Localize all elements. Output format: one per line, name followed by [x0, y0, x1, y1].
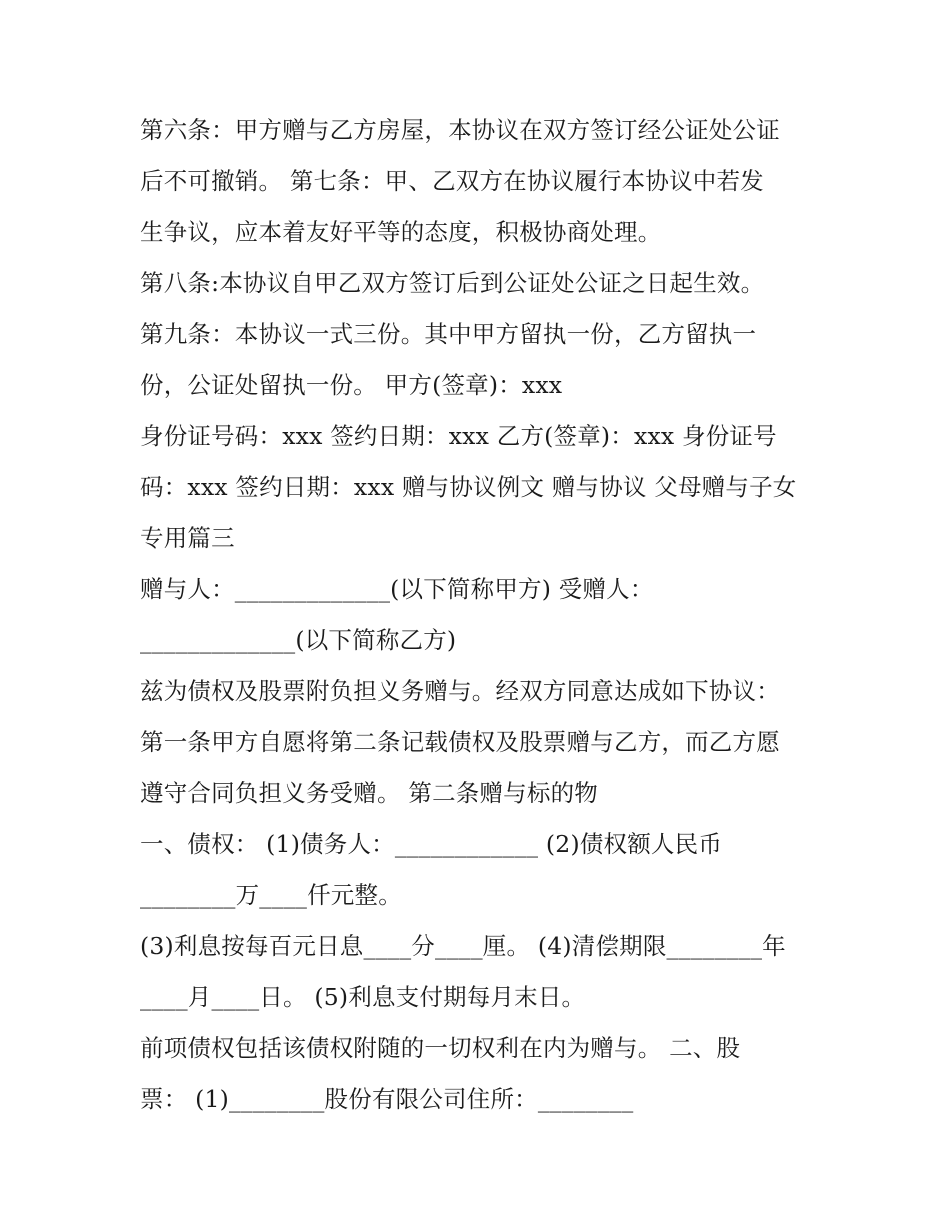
text-line: 份，公证处留执一份。 甲方(签章)：xxx [140, 371, 563, 399]
text-line: 一、债权： (1)债务人：____________ (2)债权额人民币 [140, 830, 723, 858]
text-line: ________万____仟元整。 [140, 881, 402, 909]
text-line: 身份证号码：xxx 签约日期：xxx 乙方(签章)：xxx 身份证号 [140, 422, 777, 450]
text-line: 赠与人：_____________(以下简称甲方) 受赠人： [140, 575, 654, 603]
text-line: 后不可撤销。 第七条：甲、乙双方在协议履行本协议中若发 [140, 167, 764, 195]
text-line: 第九条：本协议一式三份。其中甲方留执一份，乙方留执一 [140, 320, 757, 348]
text-line: 生争议，应本着友好平等的态度，积极协商处理。 [140, 218, 662, 246]
text-line: 码：xxx 签约日期：xxx 赠与协议例文 赠与协议 父母赠与子女 [140, 473, 797, 501]
text-line: 第八条:本协议自甲乙双方签订后到公证处公证之日起生效。 [140, 269, 765, 297]
text-line: 专用篇三 [140, 524, 235, 552]
text-line: 兹为债权及股票附负担义务赠与。经双方同意达成如下协议： [140, 677, 780, 705]
text-line: _____________(以下简称乙方) [140, 626, 457, 654]
text-line: 前项债权包括该债权附随的一切权利在内为赠与。 二、股 [140, 1034, 741, 1062]
text-line: 第一条甲方自愿将第二条记载债权及股票赠与乙方，而乙方愿 [140, 728, 780, 756]
text-line: (3)利息按每百元日息____分____厘。 (4)清偿期限________年 [140, 932, 786, 960]
text-line: 第六条：甲方赠与乙方房屋，本协议在双方签订经公证处公证 [140, 116, 780, 144]
text-line: ____月____日。 (5)利息支付期每月末日。 [140, 983, 586, 1011]
text-line: 票： (1)________股份有限公司住所：________ [140, 1085, 634, 1113]
text-line: 遵守合同负担义务受赠。 第二条赠与标的物 [140, 779, 598, 807]
